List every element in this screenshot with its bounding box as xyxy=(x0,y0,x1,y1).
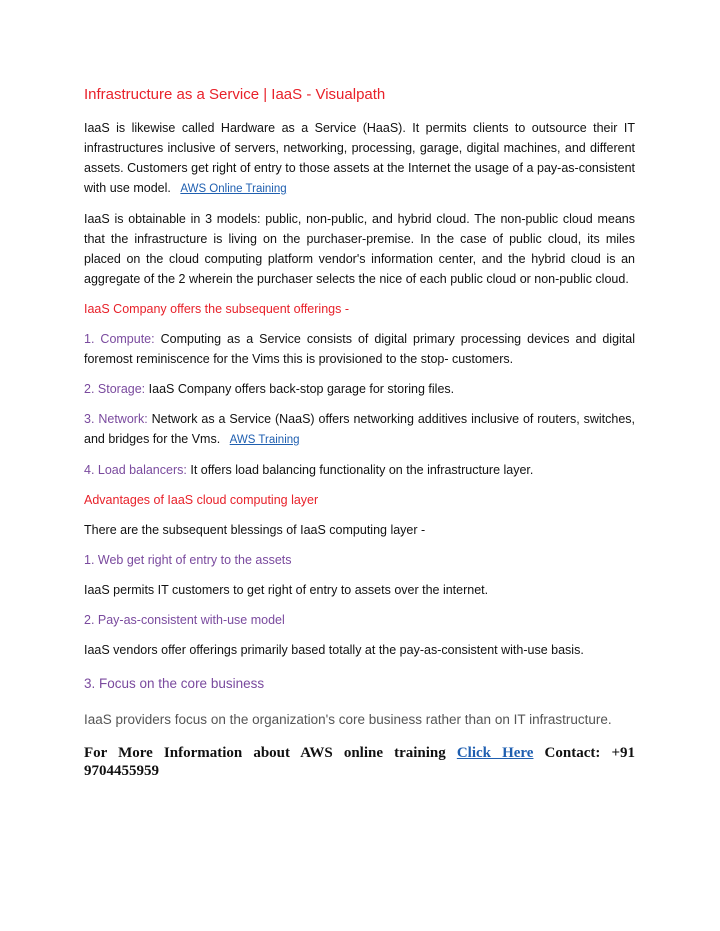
advantages-heading: Advantages of IaaS cloud computing layer xyxy=(84,493,319,507)
offering-text: Computing as a Service consists of digital primary processing devices and digital foremost reminiscence for the Vims this is provisioned to the stop- customers. xyxy=(84,332,635,366)
offering-load-balancers xyxy=(84,460,635,480)
click-here-link[interactable]: Click Here xyxy=(456,745,534,761)
advantages-intro: There are the subsequent blessings of IaaS computing layer - xyxy=(84,523,426,537)
offering-label: 4. Load balancers: xyxy=(84,463,187,477)
offerings-heading: IaaS Company offers the subsequent offerings - xyxy=(84,302,349,316)
document-content xyxy=(84,84,635,780)
advantage-3-text: IaaS providers focus on the organization's core business rather than on IT infrastructure. xyxy=(84,712,612,727)
advantage-2-heading: 2. Pay-as-consistent with-use model xyxy=(84,613,285,627)
advantage-1-text: IaaS permits IT customers to get right of entry to assets over the internet. xyxy=(84,583,489,597)
footer-contact xyxy=(84,744,635,780)
footer-contact-number: Contact: +91 9704455959 xyxy=(84,745,635,779)
aws-training-link[interactable]: AWS Training xyxy=(229,434,300,446)
offering-text: Network as a Service (NaaS) offers networking additives inclusive of routers, switches, and bridges for the Vms. xyxy=(84,412,636,446)
page-title: Infrastructure as a Service | IaaS - Visualpath xyxy=(84,86,386,103)
footer-prefix: For More Information about AWS online training xyxy=(84,745,446,761)
offering-storage xyxy=(84,379,635,399)
advantage-3-heading: 3. Focus on the core business xyxy=(84,676,265,691)
intro-text: IaaS is likewise called Hardware as a Service (HaaS). It permits clients to outsource their IT infrastructures inclusive of servers, networking, processing, garage, digital machines, and different assets. Customers get right of entry to those assets at the Internet the usage of a pay-as-consistent with use model. xyxy=(84,121,635,195)
offering-network xyxy=(84,409,635,450)
intro-paragraph xyxy=(84,118,635,199)
offering-label: 1. Compute: xyxy=(84,332,155,346)
aws-online-training-link[interactable]: AWS Online Training xyxy=(180,183,287,195)
advantage-2-text: IaaS vendors offer offerings primarily based totally at the pay-as-consistent with-use basis. xyxy=(84,643,584,657)
offering-label: 3. Network: xyxy=(84,412,148,426)
offering-text: IaaS Company offers back-stop garage for storing files. xyxy=(148,382,455,396)
models-paragraph: IaaS is obtainable in 3 models: public, non-public, and hybrid cloud. The non-public cloud means that the infrastructure is living on the purchaser-premise. In the case of public cloud, its miles placed on the cloud computing platform vendor's information center, and the hybrid cloud is an aggregate of the 2 wherein the purchaser selects the nice of each public cloud or non-public cloud. xyxy=(84,212,635,286)
advantage-1-heading: 1. Web get right of entry to the assets xyxy=(84,553,292,567)
offering-compute xyxy=(84,329,635,369)
offering-label: 2. Storage: xyxy=(84,382,146,396)
offering-text: It offers load balancing functionality on the infrastructure layer. xyxy=(190,463,534,477)
